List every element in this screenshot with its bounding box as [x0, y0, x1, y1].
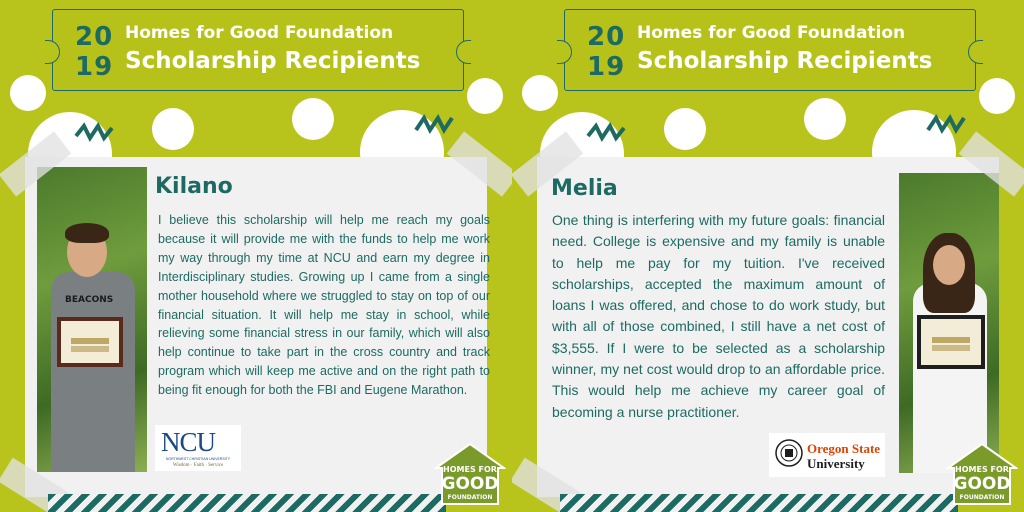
recipient-statement: One thing is interfering with my future goals: financial need. College is expensive and my family is unable to help me pay for my tuition. I've received scholarships, accepted the maximum amount of loans I was offered, and chose to do work study, but with all of those combined, I still have a net cost of $3,555. If I were to be selected as a scholarship winner, my net cost would drop to an affordable price. This would help me achieve my career goal of becoming a nurse practitioner. — [552, 212, 885, 420]
decor-dot — [292, 98, 334, 140]
homes-for-good-logo — [946, 442, 1018, 506]
squiggle-icon — [74, 120, 116, 144]
certificate — [57, 317, 123, 367]
homes-for-good-logo — [434, 442, 506, 506]
banner-subtitle: Homes for Good Foundation — [125, 23, 394, 43]
banner-title: Scholarship Recipients — [637, 48, 933, 74]
decor-dot — [664, 108, 706, 150]
squiggle-icon — [586, 120, 628, 144]
svg-text:GOOD: GOOD — [953, 474, 1011, 494]
stripe-border — [560, 494, 958, 512]
banner-title: Scholarship Recipients — [125, 48, 421, 74]
squiggle-icon — [414, 112, 456, 136]
shirt-text: BEACONS — [65, 295, 114, 305]
recipient-card — [537, 157, 999, 497]
svg-text:FOUNDATION: FOUNDATION — [447, 494, 493, 501]
svg-text:HOMES FOR: HOMES FOR — [443, 465, 497, 474]
svg-text:GOOD: GOOD — [441, 474, 499, 494]
certificate — [917, 315, 985, 369]
panel-right — [512, 0, 1024, 512]
recipient-photo — [37, 167, 147, 472]
year: 20 19 — [587, 22, 626, 82]
decor-dot — [804, 98, 846, 140]
svg-text:HOMES FOR: HOMES FOR — [955, 465, 1009, 474]
title-banner — [564, 9, 976, 91]
banner-subtitle: Homes for Good Foundation — [637, 23, 906, 43]
decor-dot — [10, 75, 46, 111]
stripe-border — [48, 494, 446, 512]
hair — [65, 223, 109, 243]
ncu-logo: NCU NORTHWEST CHRISTIAN UNIVERSITY Wisdom · Faith · Service — [155, 425, 241, 471]
decor-dot — [467, 78, 503, 114]
recipient-photo — [899, 173, 999, 473]
osu-logo: Oregon State University — [769, 433, 885, 477]
svg-text:FOUNDATION: FOUNDATION — [959, 494, 1005, 501]
recipient-name: Kilano — [155, 174, 233, 199]
recipient-statement: I believe this scholarship will help me reach my goals because it will provide me with the funds to help me work my way through my time at NCU and earn my degree in Interdisciplinary studies. Growing up I came from a single mother household where we struggled to stay on top of our financial situation. It will help me stay in school, while relieving some financial stress in our family, which will also help continue to take part in the cross country and track program which will keep me active and on the right path to being fit enough for both the FBI and Eugene Marathon. — [158, 213, 490, 398]
decor-dot — [522, 75, 558, 111]
decor-dot — [152, 108, 194, 150]
squiggle-icon — [926, 112, 968, 136]
decor-dot — [979, 78, 1015, 114]
year: 20 19 — [75, 22, 114, 82]
recipient-name: Melia — [551, 176, 618, 201]
osu-seal-icon — [775, 439, 803, 467]
title-banner — [52, 9, 464, 91]
head — [933, 245, 965, 285]
recipient-card — [25, 157, 490, 497]
